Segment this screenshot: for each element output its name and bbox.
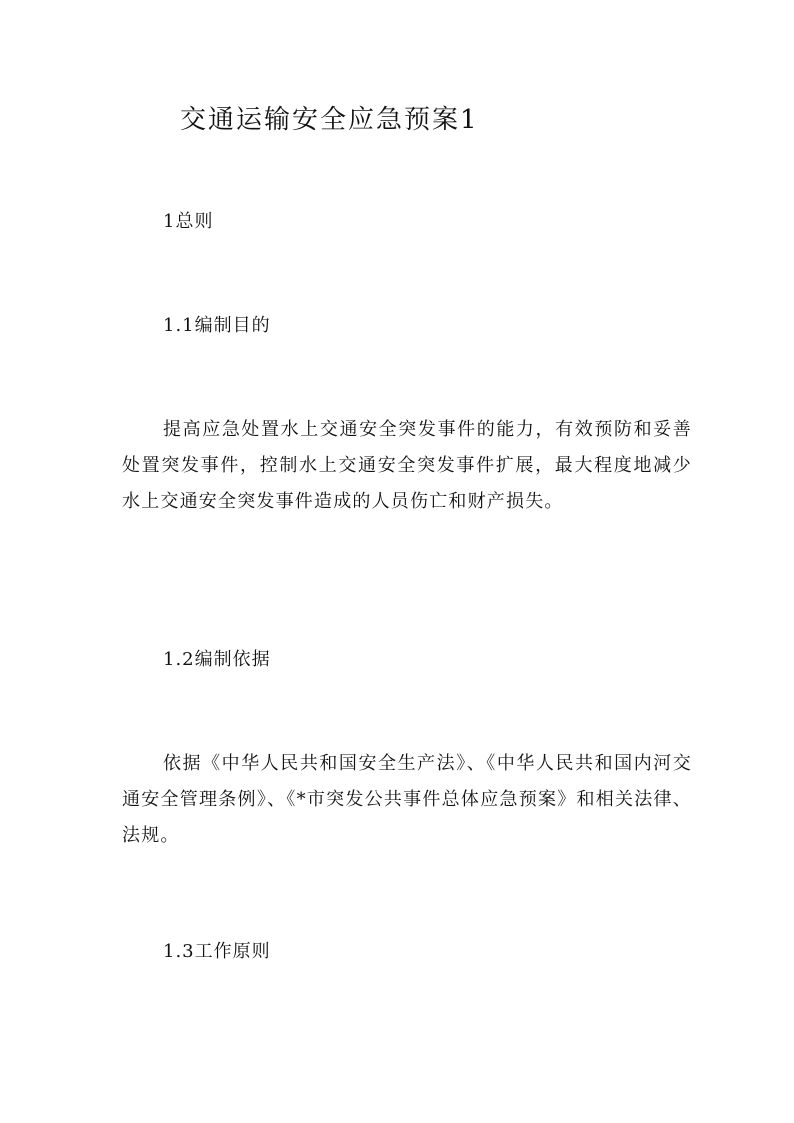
document-title: 交通运输安全应急预案1 (180, 105, 479, 135)
section-heading-principles: 1.3工作原则 (163, 941, 271, 962)
paragraph-basis: 依据《中华人民共和国安全生产法》、《中华人民共和国内河交通安全管理条例》、《*市突发公共事件总体应急预案》和相关法律、法规。 (122, 753, 692, 846)
section-heading-general: 1总则 (163, 211, 214, 232)
section-heading-basis: 1.2编制依据 (163, 649, 271, 670)
paragraph-purpose: 提高应急处置水上交通安全突发事件的能力，有效预防和妥善处置突发事件，控制水上交通安全突发事件扩展，最大程度地减少水上交通安全突发事件造成的人员伤亡和财产损失。 (122, 419, 692, 512)
section-heading-purpose: 1.1编制目的 (163, 315, 271, 336)
